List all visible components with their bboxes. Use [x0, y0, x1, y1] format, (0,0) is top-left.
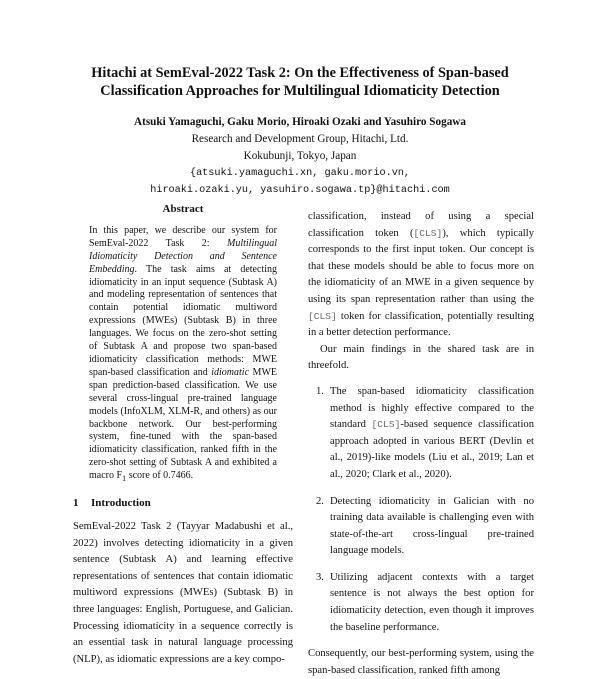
finding-item-2 [308, 494, 534, 560]
location: Kokubunji, Tokyo, Japan [243, 150, 357, 162]
left-column [73, 203, 293, 668]
abstract-task-name: Multilingual Idiomaticity Detection and Sentence Embedding [89, 237, 277, 275]
finding-item-3 [308, 570, 534, 636]
finding-number-2: 2. [316, 495, 324, 507]
intro-section-title: Introduction [91, 497, 151, 510]
finding-number-1: 1. [316, 385, 324, 397]
abstract-part-4: score of 0.7466. [126, 470, 194, 482]
abstract-heading: Abstract [162, 203, 204, 215]
abstract-part-2: . The task aims at detecting idiomaticity in an input sequence (Subtask A) and modeling representation of sentences that contain potential idiomatic multiword expressions (MWEs) (Subtask B) in three languages. We focus on the zero-shot setting of Subtask A and propose two span-based idiomaticity classification methods: MWE span-based classification and [89, 263, 277, 378]
cls-token-2: [CLS] [308, 310, 337, 322]
finding-1-a: The span-based idiomaticity classification method is highly effective compared to the standard [330, 385, 534, 431]
right-p1-b: ), which typically corresponds to the first input token. Our concept is that these models should be able to focus more on the idiomaticity of an MWE in a given sequence by using its span representation rather than using the [308, 227, 534, 305]
title-line-2: Classification Approaches for Multilingual Idiomaticity Detection [100, 83, 500, 99]
intro-section-number: 1 [73, 497, 79, 510]
right-p1-a: classification, instead of using a special classification token ( [308, 211, 534, 239]
author-block [40, 114, 560, 199]
finding-item-1 [308, 384, 534, 484]
abstract-text [73, 225, 293, 486]
cls-token-1: [CLS] [413, 227, 443, 239]
finding-1-b: -based sequence classification approach adopted in various BERT (Devlin et al., 2019)-like models (Liu et al., 2019; Lan et al., 2020; Clark et al., 2020). [330, 419, 534, 480]
cls-token-3: [CLS] [371, 419, 401, 431]
intro-text: SemEval-2022 Task 2 (Tayyar Madabushi et al., 2022) involves detecting idiomaticity in a given sentence (Subtask A) and learning effective representations of sentences that contain idiomatic multiword expressions (MWEs) (Subtask B) in three languages: English, Portuguese, and Galician. Processing idiomaticity in a sequence correctly is an essential task in natural language processing (NLP), as idiomatic expressions are a key compo- [73, 520, 293, 665]
abstract-part-3: MWE span prediction-based classification. We use several cross-lingual pre-trained language models (InfoXLM, XLM-R, and others) as our backbone network. Our best-performing system, fine-tuned with the span-based idiomaticity classification, ranked fifth in the zero-shot setting of Subtask A and exhibited a macro F [89, 366, 277, 482]
affiliation: Research and Development Group, Hitachi, Ltd. [191, 133, 409, 145]
right-paragraph-1 [308, 209, 534, 342]
abstract-f1-subscript: 1 [122, 474, 127, 484]
paper-title [40, 64, 560, 100]
findings-list [308, 384, 534, 636]
finding-2-text: Detecting idiomaticity in Galician with no training data available is challenging even with state-of-the-art cross-lingual pre-trained language models. [330, 495, 534, 557]
abstract-idiomatic: idiomatic [211, 366, 250, 378]
right-paragraph-2: Our main findings in the shared task are in threefold. [308, 343, 534, 372]
title-line-1: Hitachi at SemEval-2022 Task 2: On the Effectiveness of Span-based [91, 65, 509, 81]
email-line-2: hiroaki.ozaki.yu, yasuhiro.sogawa.tp}@hitachi.com [150, 185, 450, 196]
finding-number-3: 3. [316, 571, 324, 583]
finding-3-text: Utilizing adjacent contexts with a target sentence is not always the best option for idiomaticity detection, even though it improves the baseline performance. [330, 571, 534, 633]
intro-heading [73, 497, 293, 510]
email-line-1: {atsuki.yamaguchi.xn, gaku.morio.vn, [189, 168, 411, 179]
right-column [308, 209, 534, 679]
abstract-part-1: In this paper, we describe our system for SemEval-2022 Task 2: [89, 224, 277, 249]
right-paragraph-3: Consequently, our best-performing system, using the span-based classification, ranked fifth among [308, 648, 534, 676]
right-p1-c: token for classification, potentially resulting in a better detection performance. [308, 310, 534, 339]
author-names: Atsuki Yamaguchi, Gaku Morio, Hiroaki Ozaki and Yasuhiro Sogawa [134, 116, 466, 128]
